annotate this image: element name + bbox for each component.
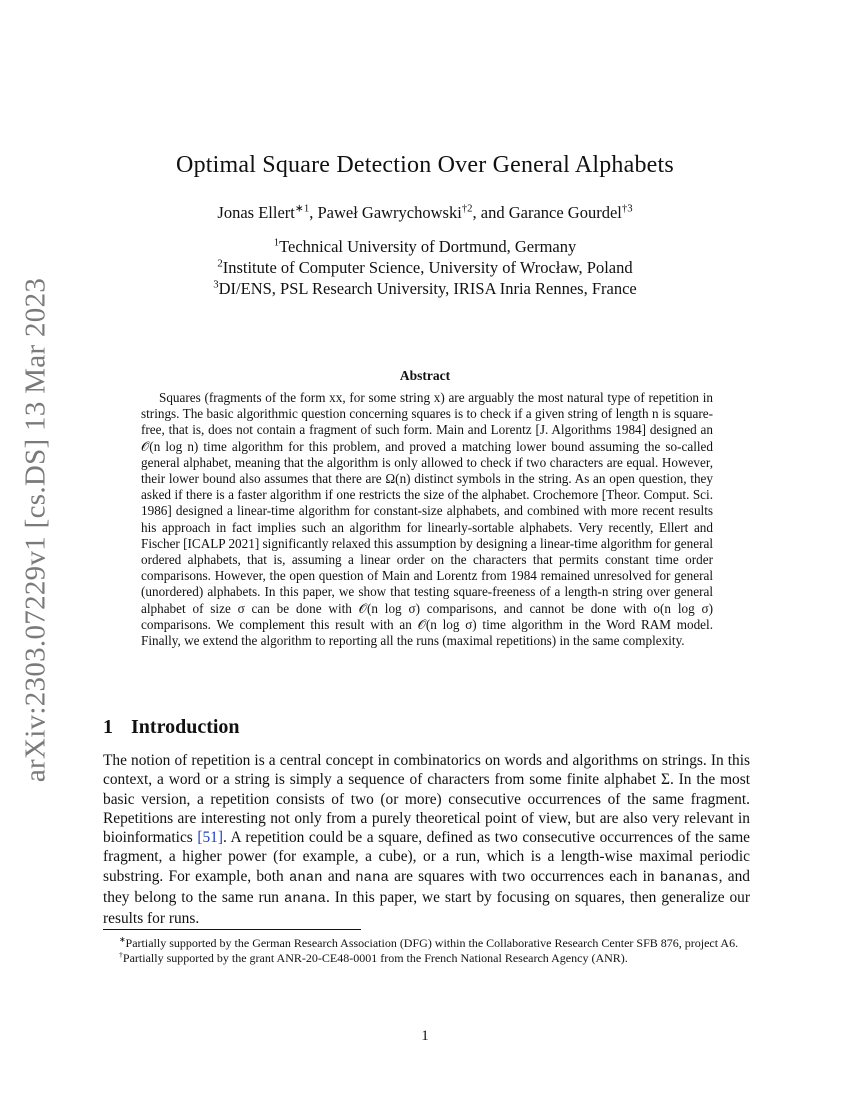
affiliation-text: Technical University of Dortmund, Germany [279, 237, 577, 256]
author-list [0, 203, 850, 223]
footnote-text: Partially supported by the German Research Association (DFG) within the Collaborative Research Center SFB 876, project A6. [125, 936, 739, 950]
abstract-text: Squares (fragments of the form xx, for some string x) are arguably the most natural type of repetition in strings. The basic algorithmic question concerning squares is to check if a given string of length n is square-free, that is, does not contain a fragment of such form. Main and Lorentz [J. Algorithms 1984] designed an 𝒪(n log n) time algorithm for this problem, and proved a matching lower bound assuming the so-called general alphabet, meaning that the algorithm is only allowed to check if two characters are equal. However, their lower bound also assumes that there are Ω(n) distinct symbols in the string. As an open question, they asked if there is a faster algorithm if one restricts the size of the alphabet. Crochemore [Theor. Comput. Sci. 1986] designed a linear-time algorithm for constant-size alphabets, and combined with more recent results his approach in fact implies such an algorithm for linearly-sortable alphabets. Very recently, Ellert and Fischer [ICALP 2021] significantly relaxed this assumption by designing a linear-time algorithm for general ordered alphabets, that is, assuming a linear order on the characters that permits constant time order comparisons. However, the open question of Main and Lorentz from 1984 remained unresolved for general (unordered) alphabets. In this paper, we show that testing square-freeness of a length-n string over general alphabet of size σ can be done with 𝒪(n log σ) comparisons, and cannot be done with o(n log σ) comparisons. We complement this result with an 𝒪(n log σ) time algorithm in the Word RAM model. Finally, we extend the algorithm to reporting all the runs (maximal repetitions) in the same complexity. [141, 390, 713, 649]
page-number: 1 [421, 1028, 429, 1044]
affiliation-number: 3 [213, 278, 219, 291]
intro-text: . A repetition could be a square, defined as two consecutive occurrences of the same fragment, a higher power (for example, a cube), or a run, which is a length-wise maximal periodic substring. For example, both [103, 829, 751, 885]
affiliation-text: Institute of Computer Science, University of Wrocław, Poland [222, 258, 633, 277]
example-word: anan [288, 869, 323, 886]
example-word: nana [355, 869, 389, 886]
section-heading [103, 716, 240, 739]
introduction-paragraph [103, 751, 750, 929]
intro-text: . In this paper, we start by focusing on squares, then generalize our results for runs. [103, 889, 750, 928]
affiliation-number: 1 [273, 236, 280, 249]
footnote [103, 936, 750, 951]
section-number: 1 [103, 716, 113, 738]
affiliation [0, 257, 850, 278]
author-separator: , [309, 203, 318, 222]
footnote [103, 951, 750, 966]
footnote-text: Partially supported by the grant ANR-20-CE48-0001 from the French National Research Agency (ANR). [122, 951, 628, 965]
author-name: Garance Gourdel [508, 203, 622, 222]
author-marks: †3 [621, 202, 633, 215]
footnote-divider [103, 929, 361, 930]
intro-text: , and they belong to the same run [103, 867, 750, 907]
paper-title: Optimal Square Detection Over General Alphabets [176, 152, 674, 178]
footnote-mark: ∗ [119, 935, 126, 944]
intro-text: and [322, 867, 356, 885]
author-name: Jonas Ellert [217, 203, 295, 222]
affiliation-list [0, 236, 850, 299]
abstract-heading: Abstract [399, 368, 451, 383]
example-word: bananas [659, 869, 719, 886]
intro-text: The notion of repetition is a central concept in combinatorics on words and algorithms on strings. In this context, a word or a string is simply a sequence of characters from some finite alphabet Σ. In the most basic version, a repetition consists of two (or more) consecutive occurrences of the same fragment. Repetitions are interesting not only from a purely theoretical point of view, but are also very relevant in bioinformatics [103, 752, 750, 847]
author-marks: †2 [461, 202, 473, 215]
example-word: anana [283, 891, 326, 908]
author-separator: , and [472, 203, 509, 222]
affiliation-text: DI/ENS, PSL Research University, IRISA Inria Rennes, France [218, 279, 637, 298]
footnote-mark: † [119, 950, 123, 959]
arxiv-identifier-stamp: arXiv:2303.07229v1 [cs.DS] 13 Mar 2023 [19, 277, 52, 783]
footnotes [103, 936, 750, 966]
citation-link[interactable]: [51] [197, 829, 223, 847]
affiliation-number: 2 [217, 257, 223, 270]
intro-text: are squares with two occurrences each in [388, 867, 660, 885]
author-marks: ∗1 [294, 202, 310, 215]
section-title: Introduction [131, 716, 240, 738]
affiliation [0, 278, 850, 299]
affiliation [0, 236, 850, 257]
author-name: Paweł Gawrychowski [317, 203, 462, 222]
